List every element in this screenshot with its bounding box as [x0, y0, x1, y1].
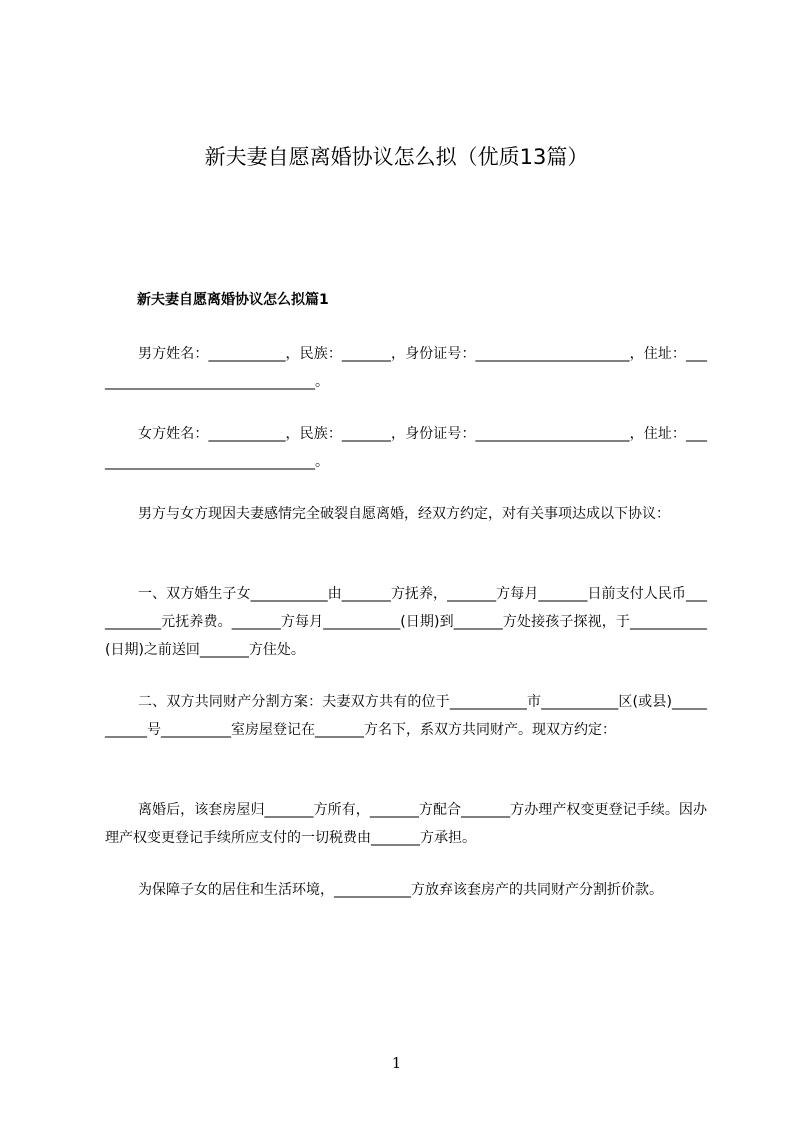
- page-number: 1: [391, 1054, 402, 1072]
- property-division-paragraph: 二、双方共同财产分割方案：夫妻双方共有的位于___________市___________区(或县)___________号__________室房屋登记在_______方名下，系双方共同财产。现双方约定：: [105, 694, 707, 738]
- section-heading: 新夫妻自愿离婚协议怎么拟篇1: [137, 292, 329, 308]
- house-ownership-paragraph: 离婚后，该套房屋归_______方所有，_______方配合_______方办理产权变更登记手续。因办理产权变更登记手续所应支付的一切税费由_______方承担。: [105, 802, 707, 846]
- male-party-info-paragraph: 男方姓名：___________，民族：_______，身份证号：______________________，住址：_________________________________。: [105, 346, 707, 390]
- child-custody-paragraph: 一、双方婚生子女___________由_______方抚养，_______方每月_______日前支付人民币___________元抚养费。_______方每月___________(日期)到_______方处接孩子探视，于___________(日期)之前送回_______方住处。: [105, 586, 707, 658]
- agreement-intro-paragraph: 男方与女方现因夫妻感情完全破裂自愿离婚，经双方约定，对有关事项达成以下协议：: [138, 506, 670, 522]
- document-title: 新夫妻自愿离婚协议怎么拟（优质13篇）: [204, 145, 589, 169]
- children-residence-paragraph: 为保障子女的居住和生活环境，___________方放弃该套房产的共同财产分割折价款。: [138, 882, 663, 898]
- female-party-info-paragraph: 女方姓名：___________，民族：_______，身份证号：______________________，住址：_________________________________。: [105, 426, 707, 470]
